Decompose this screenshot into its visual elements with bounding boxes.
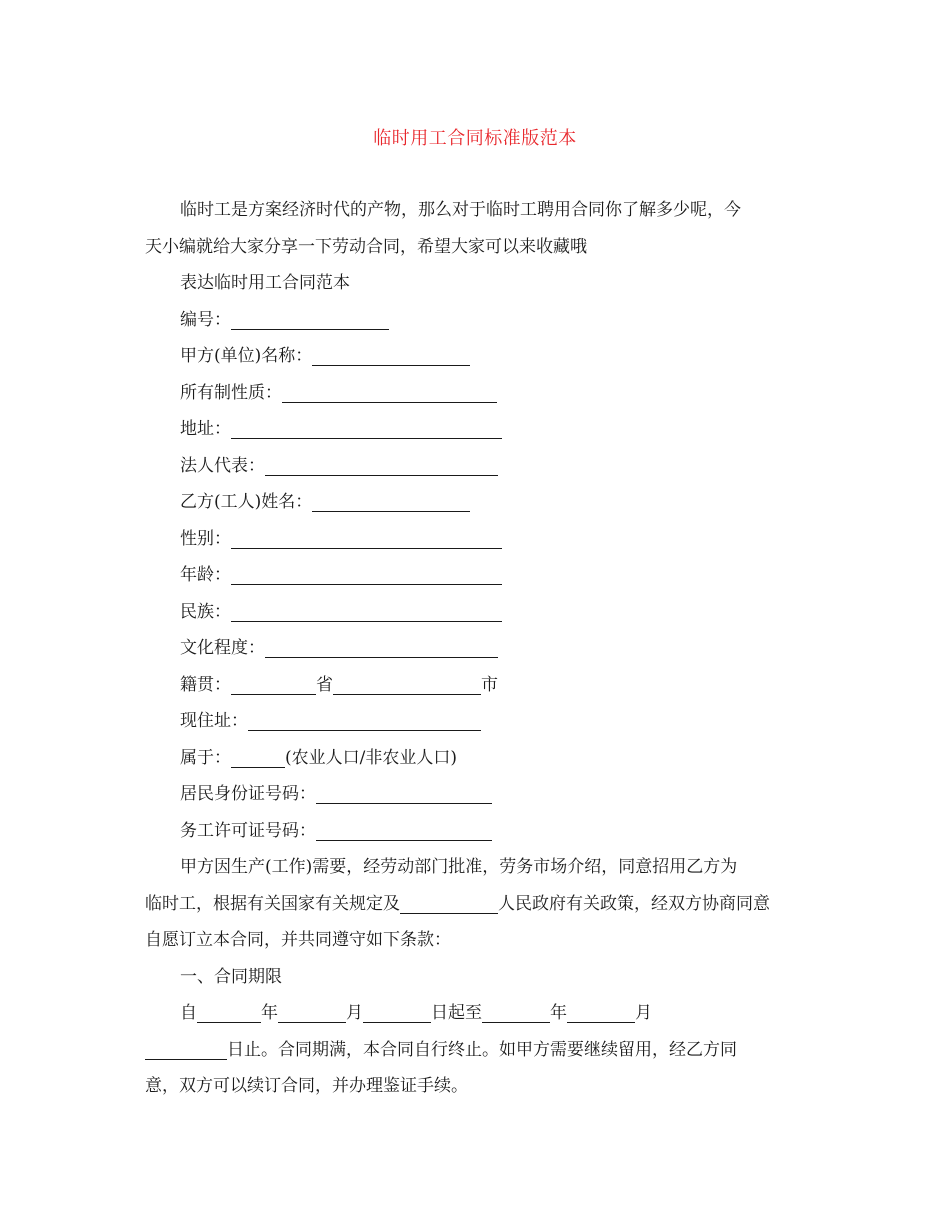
document-title: 临时用工合同标准版范本 [373,128,577,149]
term-line-1 [145,995,807,1032]
field-gender [145,521,807,558]
field-number [145,302,807,339]
term-end-year-blank [482,1002,550,1023]
document-body [145,192,807,1105]
term-month-label: 月 [346,1003,363,1023]
age-blank [231,564,502,585]
field-native-place-label: 籍贯： [180,674,231,695]
number-blank [231,309,389,330]
field-age-label: 年龄： [180,565,231,585]
subtitle [145,265,807,302]
field-current-address [145,703,807,740]
id-number-blank [316,783,492,804]
field-native-place [145,667,807,704]
term-line-3: 意，双方可以续订合同，并办理鉴证手续。 [145,1076,468,1096]
term-start-day-blank [363,1002,431,1023]
field-current-address-label: 现住址： [180,711,248,731]
field-party-b-name [145,484,807,521]
ownership-blank [282,382,497,403]
field-education [145,630,807,667]
field-id-number [145,776,807,813]
field-id-number-label: 居民身份证号码： [180,784,316,804]
field-ownership [145,375,807,412]
field-work-permit [145,813,807,850]
ethnicity-blank [231,601,502,622]
province-label: 省 [316,674,333,695]
field-education-label: 文化程度： [180,638,265,658]
clause-intro-line-1: 甲方因生产(工作)需要，经劳动部门批准，劳务市场介绍，同意招用乙方为 [180,857,738,877]
field-address [145,411,807,448]
section-1-title-text: 一、合同期限 [180,966,282,987]
native-city-blank [333,674,481,695]
term-line-2 [145,1032,807,1069]
field-gender-label: 性别： [180,528,231,549]
term-day-end-text: 日止。合同期满，本合同自行终止。如甲方需要继续留用，经乙方同 [227,1039,737,1060]
term-day-from-label: 日起至 [431,1003,482,1023]
section-1-title [145,959,807,996]
intro-paragraph-line-1: 临时工是方案经济时代的产物，那么对于临时工聘用合同你了解多少呢，今 [180,200,741,220]
field-number-label: 编号： [180,309,231,330]
native-province-blank [231,674,316,695]
field-work-permit-label: 务工许可证号码： [180,820,316,841]
clause-intro-line-2 [145,886,807,923]
field-ethnicity [145,594,807,631]
field-belongs-to [145,740,807,777]
term-from-label: 自 [180,1003,197,1023]
term-end-day-blank [145,1039,227,1060]
government-blank [400,893,498,914]
term-start-year-blank [197,1002,261,1023]
field-legal-rep-label: 法人代表： [180,455,265,476]
field-legal-rep [145,448,807,485]
legal-rep-blank [265,455,498,476]
field-belongs-to-label: 属于： [180,747,231,768]
belongs-to-blank [231,747,285,768]
party-b-name-blank [312,491,470,512]
field-party-a-name [145,338,807,375]
subtitle-text: 表达临时用工合同范本 [180,273,350,293]
current-address-blank [248,710,481,731]
education-blank [265,637,498,658]
belongs-options: (农业人口/非农业人口) [285,747,457,768]
field-address-label: 地址： [180,419,231,439]
field-ethnicity-label: 民族： [180,601,231,622]
field-age [145,557,807,594]
clause-intro-line-2b: 人民政府有关政策，经双方协商同意 [498,893,770,914]
party-a-name-blank [312,345,470,366]
city-label: 市 [481,674,498,695]
work-permit-blank [316,820,492,841]
term-end-month-blank [567,1002,635,1023]
field-party-b-name-label: 乙方(工人)姓名： [180,492,313,512]
term-end-month-label: 月 [635,1003,652,1023]
address-blank [231,418,502,439]
intro-paragraph-line-2: 天小编就给大家分享一下劳动合同，希望大家可以来收藏哦 [145,236,587,257]
term-start-month-blank [278,1002,346,1023]
field-ownership-label: 所有制性质： [180,382,282,403]
clause-intro-line-2a: 临时工，根据有关国家有关规定及 [145,893,400,914]
clause-intro-line-3: 自愿订立本合同，并共同遵守如下条款： [145,930,451,950]
term-year-label: 年 [261,1003,278,1023]
field-party-a-name-label: 甲方(单位)名称： [180,346,313,366]
term-end-year-label: 年 [550,1003,567,1023]
gender-blank [231,528,502,549]
